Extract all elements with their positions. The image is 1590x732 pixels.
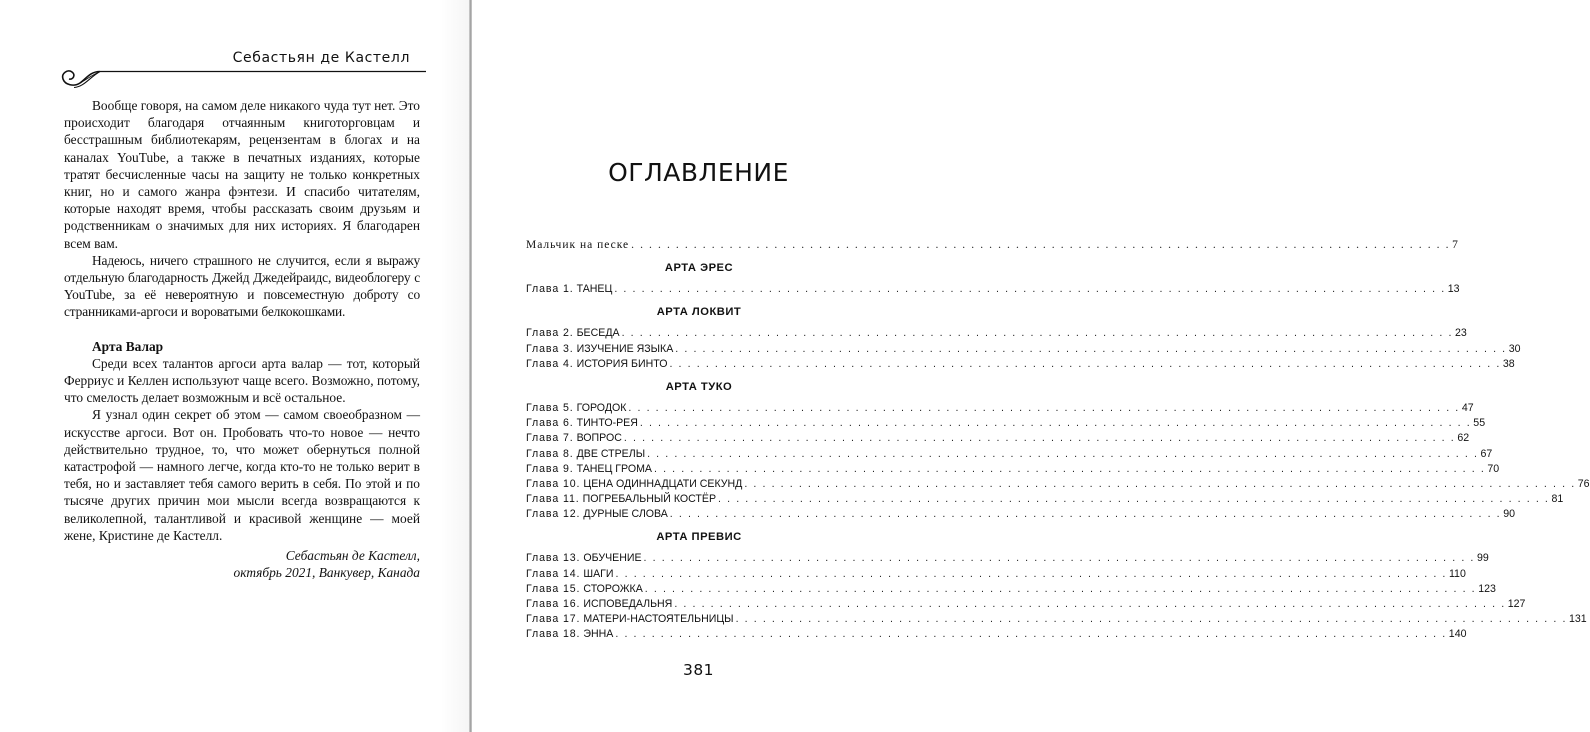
toc-entry-title: ЭННА [583,628,614,641]
body-text [64,97,420,581]
toc-entry-label: Глава 4. [526,357,574,370]
toc-entry-label: Глава 1. [526,283,574,296]
toc-entry-label: Глава 14. [526,567,581,580]
toc-entry-label: Глава 13. [526,552,581,565]
toc-leader-dots: . . . . . . . . . . . . . . . . . . . . . . . . . . . . . . . . . . . . . . . . . . . . . . . . . . . . . . . . . . . . . . . . . . . . . . . . . . . . . . . . . . . . . . . . . . . . [675,342,1507,355]
toc-entry-label: Глава 5. [526,401,574,414]
toc-entry [526,238,1459,253]
toc-entry-title: ТИНТО-РЕЯ [576,417,638,430]
toc-entry-label: Глава 8. [526,447,574,460]
toc-entry [526,477,1590,492]
toc-leader-dots: . . . . . . . . . . . . . . . . . . . . . . . . . . . . . . . . . . . . . . . . . . . . . . . . . . . . . . . . . . . . . . . . . . . . . . . . . . . . . . . . . . . . . . . . . . . . [621,327,1453,340]
toc-entry-page: 131 [1568,613,1587,626]
toc-entry-title: ИСТОРИЯ БИНТО [576,357,668,370]
toc-entry-title: ПОГРЕБАЛЬНЫЙ КОСТЁР [582,493,717,506]
toc-entry-title: ВОПРОС [576,432,622,445]
toc-entry [526,627,1467,642]
toc-entry-page: 123 [1478,582,1496,595]
running-head: Себастьян де Кастелл [232,50,410,66]
toc-entry-title: ШАГИ [583,567,614,580]
toc-entry-page: 62 [1457,432,1470,445]
toc-entry-page: 127 [1507,598,1526,610]
toc-entry [526,342,1521,357]
toc-leader-dots: . . . . . . . . . . . . . . . . . . . . . . . . . . . . . . . . . . . . . . . . . . . . . . . . . . . . . . . . . . . . . . . . . . . . . . . . . . . . . . . . . . . . . . . . . . . . [643,552,1475,565]
toc-leader-dots: . . . . . . . . . . . . . . . . . . . . . . . . . . . . . . . . . . . . . . . . . . . . . . . . . . . . . . . . . . . . . . . . . . . . . . . . . . . . . . . . . . . . . . . . . . . . [718,493,1550,506]
toc-entry-title: ЦЕНА ОДИННАДЦАТИ СЕКУНД [583,477,743,490]
toc-leader-dots: . . . . . . . . . . . . . . . . . . . . . . . . . . . . . . . . . . . . . . . . . . . . . . . . . . . . . . . . . . . . . . . . . . . . . . . . . . . . . . . . . . . . . . . . . . . . [647,447,1479,460]
toc-entry [526,492,1564,507]
toc-entry-label: Глава 10. [526,477,581,490]
left-page [0,0,470,732]
toc-entry-title: ИЗУЧЕНИЕ ЯЗЫКА [576,342,674,355]
toc-entry-label: Глава 7. [526,432,574,445]
toc-entry-label: Глава 15. [526,582,581,595]
toc-entry-page: 81 [1551,493,1564,506]
toc-entry [526,416,1486,431]
toc-title: ОГЛАВЛЕНИЕ [608,158,789,187]
toc-entry [526,551,1489,566]
toc-entry [526,447,1493,462]
toc-entry-label: Глава 16. [526,598,581,610]
toc-section-heading: АРТА ПРЕВИС [656,531,742,544]
toc-entry-label: Глава 17. [526,613,581,626]
toc-leader-dots: . . . . . . . . . . . . . . . . . . . . . . . . . . . . . . . . . . . . . . . . . . . . . . . . . . . . . . . . . . . . . . . . . . . . . . . . . . . . . . . . . . . . . . . . . . . . [628,401,1460,414]
toc-entry-page: 76 [1577,477,1590,490]
toc-entry-title: ГОРОДОК [576,401,627,414]
toc-entry-title: ТАНЕЦ ГРОМА [576,462,652,475]
toc-leader-dots: . . . . . . . . . . . . . . . . . . . . . . . . . . . . . . . . . . . . . . . . . . . . . . . . . . . . . . . . . . . . . . . . . . . . . . . . . . . . . . . . . . . . . . . . . . . . [735,613,1567,626]
toc-entry-label: Глава 11. [526,493,580,506]
toc-leader-dots: . . . . . . . . . . . . . . . . . . . . . . . . . . . . . . . . . . . . . . . . . . . . . . . . . . . . . . . . . . . . . . . . . . . . . . . . . . . . . . . . . . . . . . . . . . . . [631,239,1451,251]
gutter-shadow [440,0,469,732]
signature-name: Себастьян де Кастелл, [285,548,420,564]
toc-entry [526,567,1466,582]
paragraph: Надеюсь, ничего страшного не случится, если я выражу отдельную благодарность Джейд Джедейраидс, видеоблогеру с YouTube, за её невероятную и повсеместную доброту со странниками-аргоси и вороватыми белкокошками. [64,252,420,320]
toc-entry-page: 7 [1452,239,1459,251]
toc-section-heading: АРТА ЛОКВИТ [656,306,742,319]
toc-entry-title: ИСПОВЕДАЛЬНЯ [583,598,673,610]
toc-leader-dots: . . . . . . . . . . . . . . . . . . . . . . . . . . . . . . . . . . . . . . . . . . . . . . . . . . . . . . . . . . . . . . . . . . . . . . . . . . . . . . . . . . . . . . . . . . . . [639,417,1472,430]
toc-leader-dots: . . . . . . . . . . . . . . . . . . . . . . . . . . . . . . . . . . . . . . . . . . . . . . . . . . . . . . . . . . . . . . . . . . . . . . . . . . . . . . . . . . . . . . . . . . . . [614,283,1446,296]
toc-entry [526,462,1500,477]
toc-leader-dots: . . . . . . . . . . . . . . . . . . . . . . . . . . . . . . . . . . . . . . . . . . . . . . . . . . . . . . . . . . . . . . . . . . . . . . . . . . . . . . . . . . . . . . . . . . . . [653,462,1486,475]
toc-entry [526,357,1515,372]
toc-entry [526,612,1587,627]
paragraph: Вообще говоря, на самом деле никакого чуда тут нет. Это происходит благодаря отчаянным книготорговцам и бесстрашным библиотекарям, рецензентам в блогах и на каналах YouTube, а также в печатных изданиях, которые тратят бесчисленные часы на защиту не только конкретных книг, но и самого жанра фэнтези. И спасибо читателям, которые находят время, чтобы рассказать своим друзьям и родственникам о значимых для них историях. Я благодарен всем вам. [64,98,420,251]
table-of-contents [526,238,1590,643]
toc-leader-dots: . . . . . . . . . . . . . . . . . . . . . . . . . . . . . . . . . . . . . . . . . . . . . . . . . . . . . . . . . . . . . . . . . . . . . . . . . . . . . . . . . . . . . . . . . . . . [674,598,1506,610]
toc-leader-dots: . . . . . . . . . . . . . . . . . . . . . . . . . . . . . . . . . . . . . . . . . . . . . . . . . . . . . . . . . . . . . . . . . . . . . . . . . . . . . . . . . . . . . . . . . . . . [623,432,1456,445]
toc-entry-title: БЕСЕДА [576,327,620,340]
toc-entry-title: ДВЕ СТРЕЛЫ [576,447,646,460]
toc-entry [526,507,1516,522]
toc-entry [526,597,1526,612]
toc-leader-dots: . . . . . . . . . . . . . . . . . . . . . . . . . . . . . . . . . . . . . . . . . . . . . . . . . . . . . . . . . . . . . . . . . . . . . . . . . . . . . . . . . . . . . . . . . . . . [615,628,1447,641]
toc-entry-page: 99 [1476,552,1489,565]
toc-section-heading: АРТА ЭРЕС [664,262,734,275]
toc-entry-page: 90 [1503,508,1516,521]
toc-entry-page: 70 [1487,462,1500,475]
page-number: 381 [682,661,715,679]
toc-entry-label: Глава 12. [526,508,581,521]
toc-entry-label: Глава 6. [526,417,574,430]
flourish-ornament-icon [56,63,426,93]
toc-entry-title: МАТЕРИ-НАСТОЯТЕЛЬНИЦЫ [583,613,734,626]
paragraph: Среди всех талантов аргоси арта валар — тот, который Ферриус и Келлен используют чаще всего. Возможно, потому, что смелость делает возможным и всё остальное. [64,355,420,406]
paragraph: Я узнал один секрет об этом — самом своеобразном — искусстве аргоси. Вот он. Пробовать что-то новое — нечто действительно трудное, то, что может обернуться полной катастрофой — намного легче, когда кто-то не только верит в тебя, но и заставляет тебя самого верить в себя. По этой и по тысяче других причин мои мысли всегда возвращаются к великолепной, талантливой и красивой женщине — моей жене, Кристине де Кастелл. [64,407,420,543]
toc-entry [526,401,1474,416]
toc-entry-label: Глава 9. [526,462,574,475]
toc-leader-dots: . . . . . . . . . . . . . . . . . . . . . . . . . . . . . . . . . . . . . . . . . . . . . . . . . . . . . . . . . . . . . . . . . . . . . . . . . . . . . . . . . . . . . . . . . . . . [669,508,1502,521]
toc-leader-dots: . . . . . . . . . . . . . . . . . . . . . . . . . . . . . . . . . . . . . . . . . . . . . . . . . . . . . . . . . . . . . . . . . . . . . . . . . . . . . . . . . . . . . . . . . . . . [669,357,1501,370]
toc-entry-title: Мальчик на песке [526,239,630,251]
toc-entry [526,582,1496,597]
toc-leader-dots: . . . . . . . . . . . . . . . . . . . . . . . . . . . . . . . . . . . . . . . . . . . . . . . . . . . . . . . . . . . . . . . . . . . . . . . . . . . . . . . . . . . . . . . . . . . . [744,477,1576,490]
toc-entry-page: 38 [1502,357,1515,370]
toc-entry [526,326,1467,341]
subheading: Арта Валар [92,338,164,354]
toc-section-heading: АРТА ТУКО [665,380,733,393]
toc-entry-page: 23 [1455,327,1467,340]
toc-entry-page: 110 [1448,567,1466,580]
toc-entry [526,431,1470,446]
signature-place-date: октябрь 2021, Ванкувер, Канада [233,565,420,581]
toc-leader-dots: . . . . . . . . . . . . . . . . . . . . . . . . . . . . . . . . . . . . . . . . . . . . . . . . . . . . . . . . . . . . . . . . . . . . . . . . . . . . . . . . . . . . . . . . . . . . [615,567,1447,580]
toc-entry-title: ТАНЕЦ [576,283,613,296]
toc-entry-title: СТОРОЖКА [583,582,643,595]
toc-entry-page: 13 [1447,283,1460,296]
toc-entry-title: ОБУЧЕНИЕ [583,552,642,565]
toc-entry-label: Глава 2. [526,327,574,340]
toc-entry-label: Глава 3. [526,342,574,355]
toc-entry-label: Глава 18. [526,628,581,641]
toc-entry-page: 67 [1480,447,1493,460]
toc-entry-title: ДУРНЫЕ СЛОВА [583,508,668,521]
toc-entry-page: 55 [1473,417,1486,430]
toc-entry-page: 30 [1508,342,1521,355]
toc-leader-dots: . . . . . . . . . . . . . . . . . . . . . . . . . . . . . . . . . . . . . . . . . . . . . . . . . . . . . . . . . . . . . . . . . . . . . . . . . . . . . . . . . . . . . . . . . . . . [644,582,1477,595]
toc-entry-page: 140 [1448,628,1467,641]
toc-entry [526,282,1460,297]
toc-entry-page: 47 [1461,401,1474,414]
